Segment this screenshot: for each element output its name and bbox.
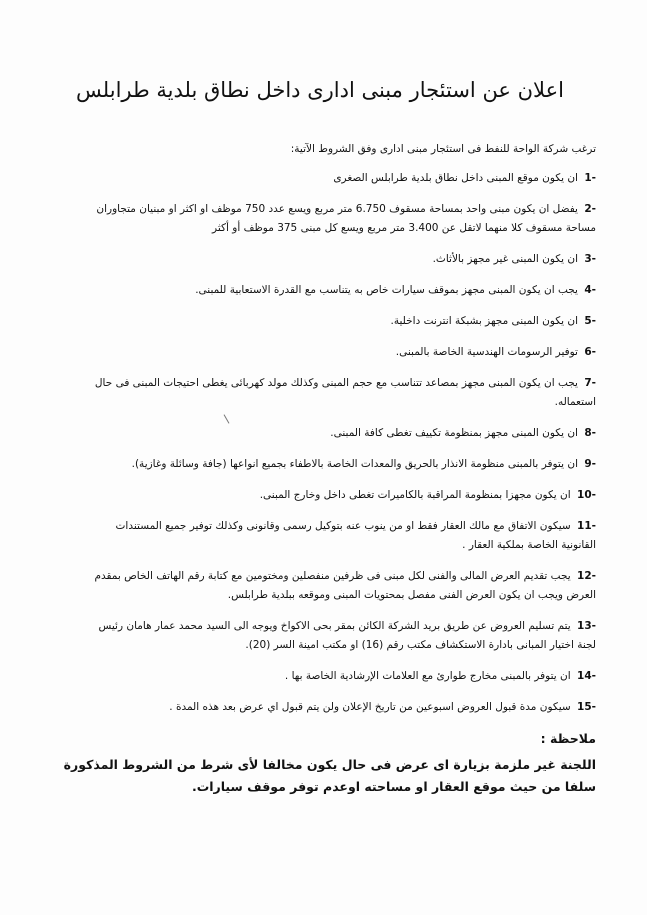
condition-number: -8 xyxy=(584,427,596,439)
condition-item-2 xyxy=(88,200,596,238)
note-body: اللجنة غير ملزمة بزيارة اى عرض فى حال يكون مخالفا لأى شرط من الشروط المذكورة سلفا من حيث موقع العقار او مساحته اوعدم توفر موقف سيارات. xyxy=(63,757,596,794)
note-heading: ملاحظة : xyxy=(540,731,596,746)
condition-number: -2 xyxy=(584,203,596,215)
document-body xyxy=(63,140,596,798)
condition-number: -14 xyxy=(577,670,596,682)
condition-text: يجب ان يكون المبنى مجهز بموقف سيارات خاص به يتناسب مع القدرة الاستعابية للمبنى. xyxy=(195,284,578,296)
condition-item-3 xyxy=(88,250,596,269)
condition-text: يتم تسليم العروض عن طريق بريد الشركة الكائن بمقر بحى الاكواخ ويوجه الى السيد محمد عمار هامان رئيس لجنة اختيار المبانى بادارة الاستكشاف مكتب رقم (16) او مكتب امينة السر (20). xyxy=(98,620,596,651)
condition-text: ان يكون موقع المبنى داخل نطاق بلدية طرابلس الصغرى xyxy=(333,172,578,184)
document-title: اعلان عن استئجار مبنى ادارى داخل نطاق بلدية طرابلس xyxy=(76,78,564,102)
condition-item-11 xyxy=(88,517,596,555)
condition-text: توفير الرسومات الهندسية الخاصة بالمبنى. xyxy=(395,346,578,358)
condition-text: ان يكون المبنى غير مجهز بالأثاث. xyxy=(432,253,578,265)
condition-number: -15 xyxy=(577,701,596,713)
condition-text: سيكون مدة قبول العروض اسبوعين من تاريخ الإعلان ولن يتم قبول اي عرض بعد هذه المدة . xyxy=(169,701,571,713)
condition-number: -13 xyxy=(577,620,596,632)
condition-item-5 xyxy=(88,312,596,331)
condition-item-15 xyxy=(88,698,596,717)
condition-text: سيكون الاتفاق مع مالك العقار فقط او من ينوب عنه بتوكيل رسمى وقانونى وكذلك توفير جميع المستندات القانونية الخاصة بملكية العقار . xyxy=(115,520,596,551)
condition-number: -7 xyxy=(584,377,596,389)
condition-number: -3 xyxy=(584,253,596,265)
condition-item-1 xyxy=(88,169,596,188)
condition-number: -11 xyxy=(577,520,596,532)
condition-text: ان يكون مجهزا بمنظومة المراقبة بالكاميرات تغطى داخل وخارج المبنى. xyxy=(259,489,571,501)
condition-number: -12 xyxy=(577,570,596,582)
condition-text: ان يتوفر بالمبنى مخارج طوارئ مع العلامات الإرشادية الخاصة بها . xyxy=(284,670,571,682)
condition-item-7 xyxy=(88,374,596,412)
condition-text: ان يكون المبنى مجهز بمنظومة تكييف تغطى كافة المبنى. xyxy=(330,427,578,439)
condition-text: ان يكون المبنى مجهز بشبكة انترنت داخلية. xyxy=(390,315,578,327)
condition-item-13 xyxy=(88,617,596,655)
condition-number: -1 xyxy=(584,172,596,184)
condition-number: -9 xyxy=(584,458,596,470)
condition-item-12 xyxy=(88,567,596,605)
condition-item-9 xyxy=(88,455,596,474)
condition-number: -4 xyxy=(584,284,596,296)
condition-item-6 xyxy=(88,343,596,362)
intro-paragraph: ترغب شركة الواحة للنفط فى استئجار مبنى ادارى وفق الشروط الآتية: xyxy=(290,143,596,155)
condition-text: يجب ان يكون المبنى مجهز بمصاعد تتناسب مع حجم المبنى وكذلك مولد كهربائى يغطى احتيجات المبنى فى حال استعماله. xyxy=(94,377,596,408)
condition-text: ان يتوفر بالمبنى منظومة الانذار بالحريق والمعدات الخاصة بالاطفاء بجميع انواعها (جافة وسائلة وغازية). xyxy=(131,458,578,470)
condition-item-14 xyxy=(88,667,596,686)
condition-text: يجب تقديم العرض المالى والفنى لكل مبنى فى ظرفين منفصلين ومختومين مع كتابة رقم الهاتف الخاص بمقدم العرض ويجب ان يكون العرض الفنى مفصل بمحتويات المبنى وموقعه ببلدية طرابلس. xyxy=(94,570,596,601)
condition-item-4 xyxy=(88,281,596,300)
condition-item-10 xyxy=(88,486,596,505)
condition-number: -6 xyxy=(584,346,596,358)
condition-number: -5 xyxy=(584,315,596,327)
condition-number: -10 xyxy=(577,489,596,501)
condition-text: يفضل ان يكون مبنى واحد بمساحة مسقوف 6.750 متر مربع ويسع عدد 750 موظف او اكثر او مبنيان متجاوران مساحة مسقوف كلا منهما لاتقل عن 3.400 متر مربع ويسع كل مبنى 375 موظف أو أكثر xyxy=(96,203,596,234)
condition-item-8 xyxy=(88,424,596,443)
